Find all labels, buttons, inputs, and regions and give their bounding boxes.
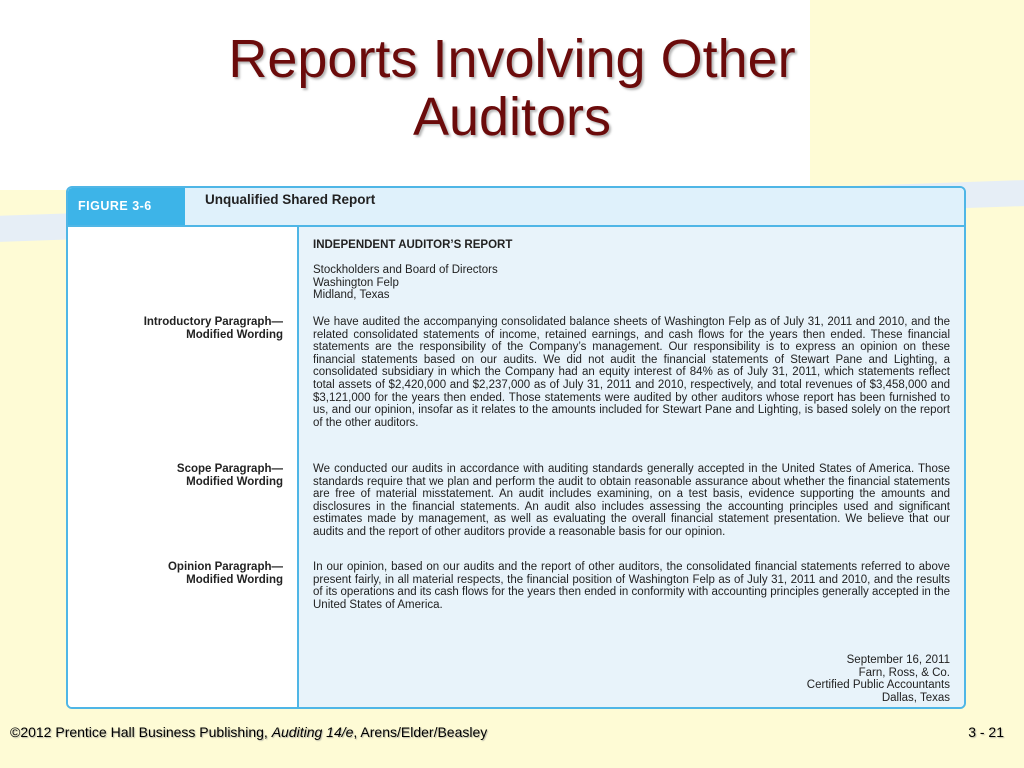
scope-label-line-1: Scope Paragraph— bbox=[176, 463, 283, 475]
report-addressee bbox=[313, 264, 950, 302]
footer-book-title: Auditing 14/e bbox=[271, 724, 354, 740]
signature-title: Certified Public Accountants bbox=[806, 679, 950, 692]
figure-header bbox=[68, 188, 964, 227]
intro-label-line-2: Modified Wording bbox=[186, 328, 283, 341]
addressee-line-1: Stockholders and Board of Directors bbox=[313, 264, 498, 276]
footer-authors: , Arens/Elder/Beasley bbox=[353, 724, 488, 740]
footer-copyright-prefix: ©2012 Prentice Hall Business Publishing, bbox=[10, 724, 272, 740]
intro-paragraph: We have audited the accompanying consolidated balance sheets of Washington Felp as of July 31, 2011 and 2010, and the related consolidated statements of income, retained earnings, and cash flows for the years then ended. These financial statements are the responsibility of the Company’s management. Our responsibility is to express an opinion on these financial statements based on our audits. We did not audit the financial statements of Stewart Pane and Lighting, a consolidated subsidiary in which the Company had an equity interest of 84% as of July 31, 2011, which statements reflect total assets of $2,420,000 and $2,237,000 as of July 31, 2011 and 2010, respectively, and total revenues of $3,458,000 and $3,121,000 for the years then ended. Those statements were audited by other auditors whose report has been furnished to us, and our opinion, insofar as it relates to the amounts included for Stewart Pane and Lighting, is based solely on the report of the other auditors. bbox=[313, 316, 950, 429]
signature-firm: Farn, Ross, & Co. bbox=[858, 666, 950, 679]
signature-date: September 16, 2011 bbox=[846, 654, 950, 666]
opinion-label-line-2: Modified Wording bbox=[186, 573, 283, 586]
footer-page-number: 3 - 21 bbox=[968, 724, 1004, 740]
addressee-line-2: Washington Felp bbox=[313, 276, 399, 289]
slide-title bbox=[0, 30, 1024, 146]
figure-margin-column bbox=[68, 227, 299, 707]
opinion-paragraph-label bbox=[168, 561, 283, 586]
addressee-line-3: Midland, Texas bbox=[313, 289, 390, 302]
slide-title-line-1: Reports Involving Other bbox=[228, 29, 796, 89]
scope-paragraph-label bbox=[177, 463, 283, 488]
intro-paragraph-label bbox=[144, 316, 283, 341]
slide-title-line-2: Auditors bbox=[412, 87, 612, 147]
scope-paragraph: We conducted our audits in accordance with auditing standards generally accepted in the United States of America. Those standards require that we plan and perform the audit to obtain reasonable assurance about whether the financial statements are free of material misstatement. An audit includes examining, on a test basis, evidence supporting the amounts and disclosures in the financial statements. An audit also includes assessing the accounting principles used and significant estimates made by management, as well as evaluating the overall financial statement presentation. We believe that our audits and the report of other auditors provide a reasonable basis for our opinion. bbox=[313, 463, 950, 538]
figure-box bbox=[66, 186, 966, 709]
opinion-label-line-1: Opinion Paragraph— bbox=[167, 561, 283, 573]
footer-copyright bbox=[10, 724, 487, 740]
intro-label-line-1: Introductory Paragraph— bbox=[143, 316, 283, 328]
report-signature bbox=[313, 654, 950, 704]
opinion-paragraph: In our opinion, based on our audits and the report of other auditors, the consolidated financial statements referred to above present fairly, in all material respects, the financial position of Washington Felp as of July 31, 2011 and 2010, and the results of its operations and its cash flows for the years then ended in conformity with accounting principles generally accepted in the United States of America. bbox=[313, 561, 950, 611]
figure-label: FIGURE 3-6 bbox=[68, 188, 185, 225]
signature-location: Dallas, Texas bbox=[881, 691, 950, 704]
scope-label-line-2: Modified Wording bbox=[186, 475, 283, 488]
report-heading: INDEPENDENT AUDITOR’S REPORT bbox=[313, 239, 513, 251]
report-column bbox=[299, 227, 964, 707]
figure-title: Unqualified Shared Report bbox=[205, 192, 376, 207]
